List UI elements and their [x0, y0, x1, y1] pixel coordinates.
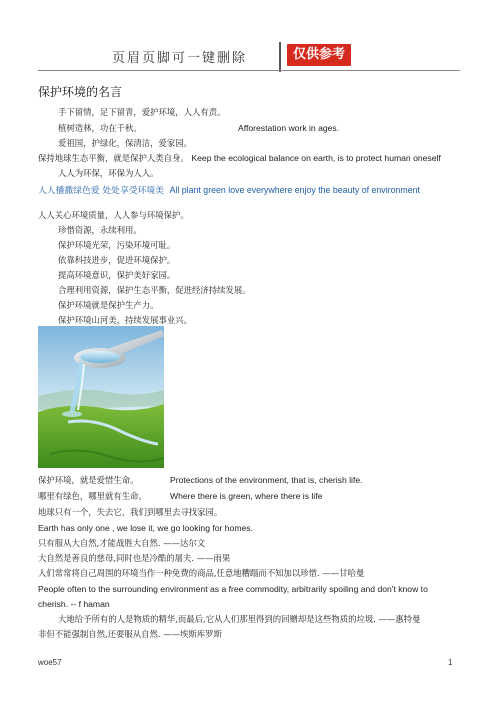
- line-17: 地球只有一个，失去它，我们到哪里去寻找家园。: [38, 507, 223, 517]
- line-14: 保护环境山河美，持续发展事业兴。: [58, 315, 192, 325]
- line-9: 保护环境光荣，污染环境可耻。: [58, 240, 176, 250]
- line-4: 保持地球生态平衡，就是保护人类自身。 Keep the ecological balance on earth, is to protect human oneself: [38, 153, 441, 163]
- line-18: Earth has only one , we lose it, we go looking for homes.: [38, 523, 253, 533]
- line-3: 爱祖国，护绿化，保清洁，爱家园。: [58, 138, 192, 148]
- line-22: People often to the surrounding environment as a free commodity, arbitrarily spoiling and don't know to: [38, 584, 428, 594]
- line-2: 植树造林，功在千秋。 Afforestation work in ages.: [58, 123, 340, 133]
- line-15: 保护环境，就是爱惜生命。 Protections of the environment, that is, cherish life.: [38, 475, 363, 485]
- line-24: 大地给予所有的人是物质的精华,而最后,它从人们那里得到的回赠却是这些物质的垃圾. ——惠特曼: [58, 614, 421, 624]
- line-21: 人们常常将自己周围的环境当作一种免费的商品,任意地糟蹋而不知加以珍惜. ——甘哈曼: [38, 568, 365, 578]
- line-20: 大自然是善良的慈母,同时也是冷酷的屠夫. ——雨果: [38, 553, 231, 563]
- line-5: 人人为环保，环保为人人。: [58, 168, 159, 178]
- line-10: 依靠科技进步，促进环境保护。: [58, 255, 176, 265]
- line-12: 合理利用资源，保护生态平衡，促进经济持续发展。: [58, 285, 251, 295]
- line-19: 只有服从大自然,才能战胜大自然. ——达尔文: [38, 538, 206, 548]
- spoon-landscape-image: [38, 326, 164, 468]
- line-11: 提高环境意识，保护美好家园。: [58, 270, 176, 280]
- header-divider: [279, 42, 281, 72]
- environment-photo: [38, 326, 164, 468]
- line-16: 哪里有绿色，哪里就有生命。 Where there is green, where there is life: [38, 491, 323, 501]
- line-23: cherish. -- f haman: [38, 599, 110, 609]
- page-number: 1: [448, 658, 453, 667]
- line-13: 保护环境就是保护生产力。: [58, 300, 159, 310]
- header-rule: [38, 70, 460, 71]
- line-7: 人人关心环境质量，人人参与环境保护。: [38, 210, 189, 220]
- page-title: 保护环境的名言: [38, 85, 123, 99]
- reference-badge: 仅供参考: [287, 44, 351, 66]
- line-25: 非但不能强制自然,还要服从自然. ——埃斯库罗斯: [38, 629, 222, 639]
- line-8: 珍惜资源，永续利用。: [58, 225, 142, 235]
- line-1: 手下留情，足下留青，爱护环境，人人有责。: [58, 107, 226, 117]
- footer-doc-id: woe57: [38, 658, 62, 667]
- line-6-highlight: 人人播撒绿色爱 处处享受环境美 All plant green love everywhere enjoy the beauty of environment: [38, 185, 420, 196]
- header-text: 页眉页脚可一键删除: [112, 51, 248, 66]
